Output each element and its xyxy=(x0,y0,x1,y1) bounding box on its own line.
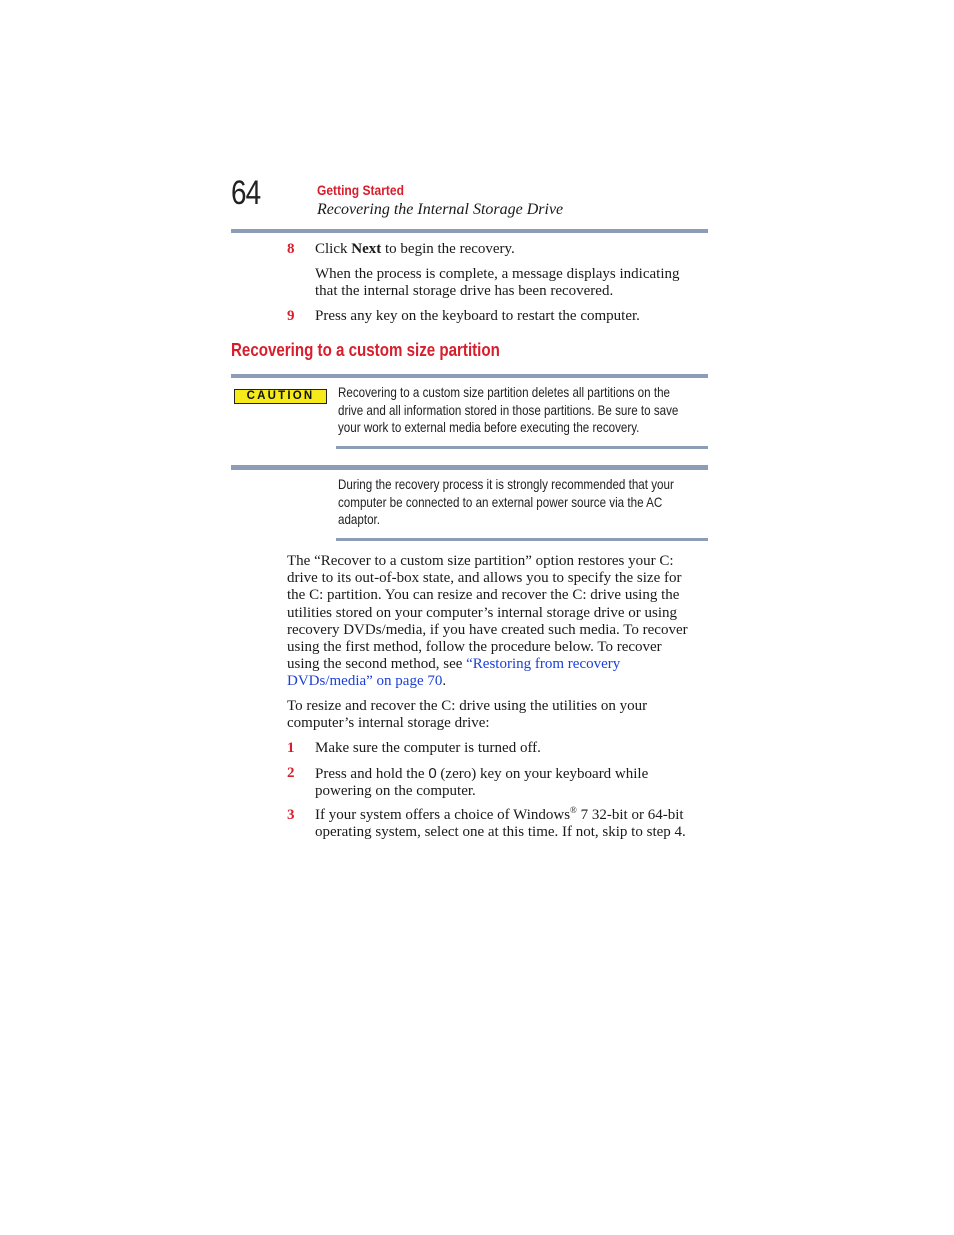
subsection-title: Recovering the Internal Storage Drive xyxy=(317,201,564,218)
note-text: During the recovery process it is strongly recommended that your computer be connected to an external power source via the AC adaptor. xyxy=(338,476,674,527)
caution-badge: CAUTION xyxy=(234,389,327,404)
step-followup: When the process is complete, a message displays indicating that the internal storage drive has been recovered. xyxy=(315,266,680,300)
note-top-rule xyxy=(231,465,708,470)
note-bottom-rule xyxy=(336,538,708,541)
step-number: 8 xyxy=(287,241,295,257)
step-number: 3 xyxy=(287,807,295,823)
caution-bottom-rule xyxy=(336,446,708,449)
step-number: 9 xyxy=(287,308,295,324)
zero-key: 0 xyxy=(428,765,437,782)
next-keyword: Next xyxy=(351,241,382,257)
restoring-link-continued[interactable]: DVDs/media” on page 70 xyxy=(287,673,443,690)
step-text: If your system offers a choice of Windows® 7 32-bit or 64-bit operating system, select one at this time. If not, skip to step 4. xyxy=(315,805,686,841)
caution-top-rule xyxy=(231,374,708,378)
body-paragraph: The “Recover to a custom size partition” option restores your C: drive to its out-of-box state, and allows you to specify the size for the C: partition. You can resize and recover the C: drive using the utilities stored on your computer’s internal storage drive or using recovery DVDs/media, if you have created such media. To recover using the first method, follow the procedure below. To recover using the second method, see “Restoring from recovery DVDs/media” on page 70. xyxy=(287,553,688,690)
section-title: Getting Started xyxy=(317,182,404,198)
registered-mark: ® xyxy=(570,805,577,815)
body-paragraph: To resize and recover the C: drive using the utilities on your computer’s internal storage drive: xyxy=(287,698,648,732)
step-text: Press and hold the 0 (zero) key on your keyboard while powering on the computer. xyxy=(315,765,649,800)
step-text: Click Next to begin the recovery. xyxy=(315,241,515,257)
page-number: 64 xyxy=(231,174,261,212)
step-text: Make sure the computer is turned off. xyxy=(315,740,541,756)
header-rule xyxy=(231,229,708,233)
step-number: 2 xyxy=(287,765,295,781)
section-heading: Recovering to a custom size partition xyxy=(231,340,500,360)
step-number: 1 xyxy=(287,740,295,756)
caution-text: Recovering to a custom size partition deletes all partitions on the drive and all information stored in those partitions. Be sure to save your work to external media before executing the recovery. xyxy=(338,384,679,435)
step-text: Press any key on the keyboard to restart the computer. xyxy=(315,308,640,324)
restoring-link[interactable]: “Restoring from recovery xyxy=(466,656,621,673)
